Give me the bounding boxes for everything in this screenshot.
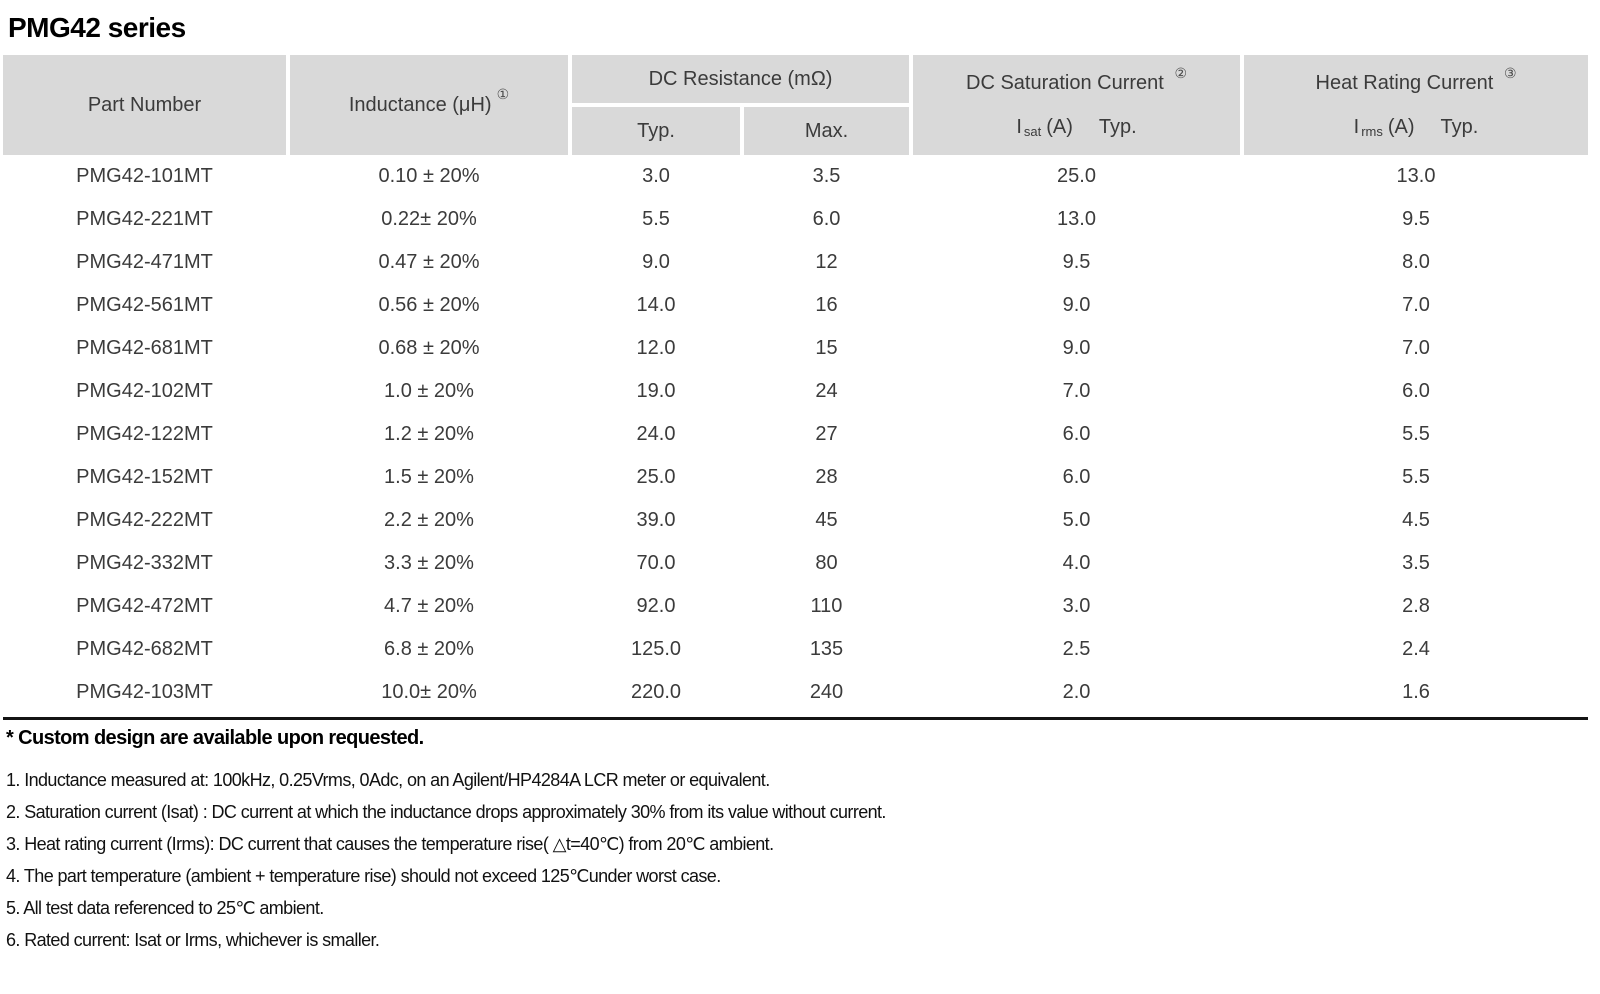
footnote-line: 2. Saturation current (Isat) : DC current at which the inductance drops approximately 30% from its value without current. [6, 802, 886, 822]
table-header [3, 55, 1588, 155]
header-dcr-max [744, 107, 909, 155]
header-part-number-label: Part Number [87, 93, 202, 116]
footnote-ref-2-icon: ② [1174, 64, 1187, 81]
cell-dcr-max: 6.0 [812, 208, 841, 230]
cell-part-number: PMG42-152MT [76, 466, 213, 488]
isat-unit: (A) [1046, 115, 1073, 138]
cell-isat: 2.5 [1062, 638, 1091, 660]
cell-dcr-max: 12 [815, 251, 838, 273]
cell-dcr-typ: 3.0 [642, 165, 670, 187]
footnotes [6, 764, 1597, 956]
cell-dcr-max: 80 [815, 552, 838, 574]
cell-isat: 4.0 [1062, 552, 1091, 574]
cell-irms: 3.5 [1402, 552, 1430, 574]
cell-part-number: PMG42-103MT [76, 681, 213, 703]
footnote-line: 3. Heat rating current (Irms): DC current that causes the temperature rise( △t=40℃) from 20℃ ambient. [6, 834, 774, 854]
header-part-number [3, 55, 286, 155]
cell-isat: 3.0 [1062, 595, 1091, 617]
irms-subscript: rms [1361, 123, 1383, 139]
header-heat-rating [1244, 55, 1588, 155]
cell-irms: 2.4 [1402, 638, 1430, 660]
cell-dcr-typ: 24.0 [636, 423, 676, 445]
cell-dcr-max: 45 [815, 509, 838, 531]
cell-irms: 5.5 [1402, 423, 1430, 445]
cell-isat: 6.0 [1062, 466, 1091, 488]
custom-design-note: * Custom design are available upon requested. [6, 727, 424, 749]
header-dc-resistance-label: DC Resistance (mΩ) [648, 67, 833, 90]
spec-table [3, 55, 1588, 714]
cell-isat: 9.0 [1062, 294, 1091, 316]
cell-irms: 6.0 [1402, 380, 1430, 402]
cell-isat: 5.0 [1062, 509, 1091, 531]
cell-part-number: PMG42-472MT [76, 595, 213, 617]
cell-dcr-max: 240 [809, 681, 844, 703]
footnote-ref-3-icon: ③ [1503, 64, 1517, 81]
cell-part-number: PMG42-222MT [76, 509, 213, 531]
cell-part-number: PMG42-101MT [76, 165, 213, 187]
cell-inductance: 1.2 ± 20% [384, 423, 474, 445]
cell-part-number: PMG42-561MT [76, 294, 213, 316]
table-row [3, 198, 1588, 241]
header-isat-subline [1016, 116, 1136, 139]
header-dc-saturation-title [966, 64, 1187, 95]
cell-irms: 2.8 [1402, 595, 1430, 617]
cell-part-number: PMG42-122MT [76, 423, 213, 445]
cell-dcr-max: 27 [815, 423, 838, 445]
cell-dcr-typ: 5.5 [642, 208, 670, 230]
cell-inductance: 0.10 ± 20% [378, 165, 480, 187]
cell-inductance: 0.22± 20% [381, 208, 477, 230]
footnote-line: 6. Rated current: Isat or Irms, whichever is smaller. [6, 930, 380, 950]
header-heat-rating-label: Heat Rating Current [1315, 71, 1494, 94]
cell-part-number: PMG42-471MT [76, 251, 213, 273]
cell-dcr-max: 16 [815, 294, 838, 316]
isat-symbol: I [1016, 115, 1022, 138]
cell-irms: 7.0 [1402, 294, 1430, 316]
cell-isat: 9.0 [1062, 337, 1091, 359]
cell-inductance: 1.5 ± 20% [384, 466, 474, 488]
table-row [3, 585, 1588, 628]
cell-inductance: 4.7 ± 20% [384, 595, 474, 617]
cell-inductance: 3.3 ± 20% [384, 552, 474, 574]
footnote-line: 1. Inductance measured at: 100kHz, 0.25Vrms, 0Adc, on an Agilent/HP4284A LCR meter or equivalent. [6, 770, 770, 790]
cell-irms: 5.5 [1402, 466, 1430, 488]
table-row [3, 499, 1588, 542]
cell-dcr-typ: 125.0 [630, 638, 682, 660]
header-dc-saturation-label: DC Saturation Current [966, 71, 1164, 94]
table-row [3, 542, 1588, 585]
footnote-ref-1-icon: ① [496, 85, 510, 102]
table-row [3, 671, 1588, 714]
table-row [3, 155, 1588, 198]
header-dc-saturation [913, 55, 1240, 155]
cell-part-number: PMG42-682MT [76, 638, 213, 660]
footnote-line: 5. All test data referenced to 25℃ ambient. [6, 898, 324, 918]
table-row [3, 370, 1588, 413]
cell-part-number: PMG42-681MT [76, 337, 213, 359]
cell-dcr-max: 135 [809, 638, 844, 660]
irms-symbol: I [1353, 115, 1360, 138]
table-row [3, 241, 1588, 284]
cell-dcr-max: 24 [815, 380, 838, 402]
cell-dcr-max: 110 [810, 595, 843, 617]
cell-dcr-max: 15 [815, 337, 838, 359]
cell-isat: 13.0 [1057, 208, 1096, 230]
cell-inductance: 0.68 ± 20% [378, 337, 480, 359]
cell-isat: 2.0 [1062, 681, 1091, 703]
cell-dcr-typ: 220.0 [630, 681, 682, 703]
cell-dcr-typ: 19.0 [636, 380, 676, 402]
cell-inductance: 10.0± 20% [381, 681, 477, 703]
cell-irms: 9.5 [1402, 208, 1430, 230]
cell-irms: 7.0 [1402, 337, 1430, 359]
cell-dcr-typ: 9.0 [642, 251, 670, 273]
table-row [3, 284, 1588, 327]
table-row [3, 456, 1588, 499]
cell-inductance: 1.0 ± 20% [384, 380, 474, 402]
cell-inductance: 6.8 ± 20% [384, 638, 474, 660]
table-row [3, 327, 1588, 370]
cell-isat: 7.0 [1062, 380, 1091, 402]
header-dcr-typ [572, 107, 740, 155]
cell-part-number: PMG42-221MT [76, 208, 213, 230]
cell-irms: 8.0 [1402, 251, 1430, 273]
page-title: PMG42 series [8, 12, 186, 43]
cell-dcr-max: 3.5 [812, 165, 841, 187]
table-body [3, 155, 1588, 714]
table-row [3, 413, 1588, 456]
table-bottom-rule [3, 717, 1588, 720]
cell-inductance: 0.47 ± 20% [378, 251, 480, 273]
table-row [3, 628, 1588, 671]
cell-irms: 13.0 [1396, 165, 1436, 187]
cell-dcr-typ: 14.0 [636, 294, 676, 316]
cell-inductance: 2.2 ± 20% [384, 509, 474, 531]
cell-dcr-max: 28 [815, 466, 838, 488]
isat-subscript: sat [1023, 123, 1042, 139]
cell-isat: 25.0 [1057, 165, 1096, 187]
footnote-line: 4. The part temperature (ambient + temperature rise) should not exceed 125℃under worst case. [6, 866, 721, 886]
cell-irms: 4.5 [1402, 509, 1430, 531]
cell-part-number: PMG42-332MT [76, 552, 213, 574]
header-inductance-label: Inductance (μH) [348, 93, 492, 116]
header-irms-subline [1354, 116, 1479, 139]
cell-dcr-typ: 39.0 [636, 509, 676, 531]
header-dc-resistance [572, 55, 909, 103]
header-dcr-max-label: Max. [804, 119, 849, 142]
cell-irms: 1.6 [1402, 681, 1430, 703]
cell-dcr-typ: 25.0 [636, 466, 676, 488]
cell-isat: 9.5 [1062, 251, 1091, 273]
cell-dcr-typ: 70.0 [636, 552, 676, 574]
irms-unit: (A) [1387, 115, 1415, 138]
cell-isat: 6.0 [1062, 423, 1091, 445]
cell-dcr-typ: 12.0 [636, 337, 676, 359]
cell-inductance: 0.56 ± 20% [378, 294, 480, 316]
header-heat-rating-title [1315, 64, 1517, 95]
header-dcr-typ-label: Typ. [637, 119, 675, 142]
header-inductance [290, 55, 568, 155]
isat-typ-label: Typ. [1098, 115, 1137, 138]
irms-typ-label: Typ. [1440, 115, 1479, 138]
cell-part-number: PMG42-102MT [76, 380, 213, 402]
cell-dcr-typ: 92.0 [636, 595, 676, 617]
